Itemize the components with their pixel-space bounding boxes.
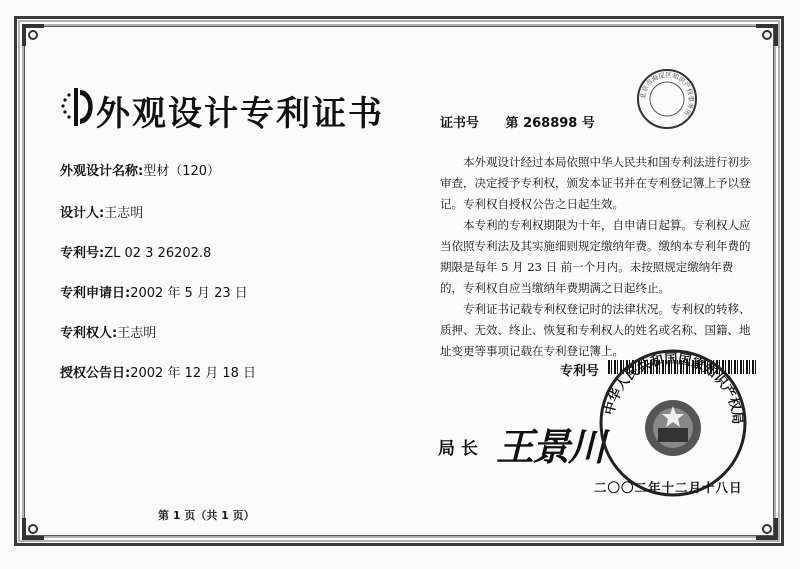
agency-stamp-text: 北京市海淀区知识产权事务所 [638, 70, 696, 117]
body-paragraph: 专利证书记载专利权登记时的法律状况。专利权的转移、质押、无效、终止、恢复和专利权人的姓名或名称、国籍、地址变更等事项记载在专利登记簿上。 [440, 302, 751, 358]
grant-date-row [60, 362, 256, 381]
sipo-logo-icon [60, 82, 100, 132]
corner-ornament-icon [754, 516, 780, 542]
design-name-label: 外观设计名称: [60, 164, 144, 179]
patentee-row [60, 322, 156, 341]
patent-number-value: ZL 02 3 26202.8 [104, 246, 212, 261]
agency-stamp [636, 68, 698, 130]
body-paragraph: 本外观设计经过本局依照中华人民共和国专利法进行初步审查，决定授予专利权，颁发本证书并在专利登记簿上予以登记。专利权自授权公告之日起生效。 [440, 155, 751, 211]
certificate-number-value: 第 268898 号 [505, 116, 595, 131]
director-signature: 王景川 [496, 424, 605, 469]
filing-date-value: 2002 年 5 月 23 日 [130, 286, 248, 301]
seal-text: 中华人民共和国国家知识产权局 [602, 351, 745, 425]
designer-label: 设计人: [60, 206, 105, 221]
designer-value: 王志明 [104, 206, 144, 221]
director-label: 局 长 [438, 439, 478, 459]
issue-date: 二〇〇二年十二月十八日 [594, 480, 743, 495]
grant-date-value: 2002 年 12 月 18 日 [130, 366, 257, 381]
filing-date-label: 专利申请日: [60, 286, 131, 301]
official-seal [598, 348, 748, 498]
design-name-value: 型材（120） [143, 164, 221, 179]
patent-number-footer-label: 专利号 [560, 364, 600, 379]
corner-ornament-icon [20, 22, 46, 48]
body-paragraph: 本专利的专利权期限为十年，自申请日起算。专利权人应当依照专利法及其实施细则规定缴纳年费。缴纳本专利年费的期限是每年 5 月 23 日 前一个月内。未按照规定缴纳年费的，专利权自应当缴纳年费期满之日起终止。 [440, 218, 751, 295]
patent-number-row [60, 242, 211, 261]
filing-date-row [60, 282, 248, 301]
page-footer: 第 1 页（共 1 页） [158, 509, 255, 522]
designer-row [60, 202, 143, 221]
grant-date-label: 授权公告日: [60, 366, 131, 381]
certificate-number-row [440, 112, 595, 131]
patent-number-label: 专利号: [60, 246, 105, 261]
corner-ornament-icon [20, 516, 46, 542]
design-name-row [60, 160, 220, 179]
patentee-label: 专利权人: [60, 326, 118, 341]
patentee-value: 王志明 [117, 326, 157, 341]
certificate-title: 外观设计专利证书 [96, 94, 384, 134]
corner-ornament-icon [754, 22, 780, 48]
certificate-body [440, 152, 756, 362]
certificate-number-label: 证书号 [440, 116, 480, 131]
